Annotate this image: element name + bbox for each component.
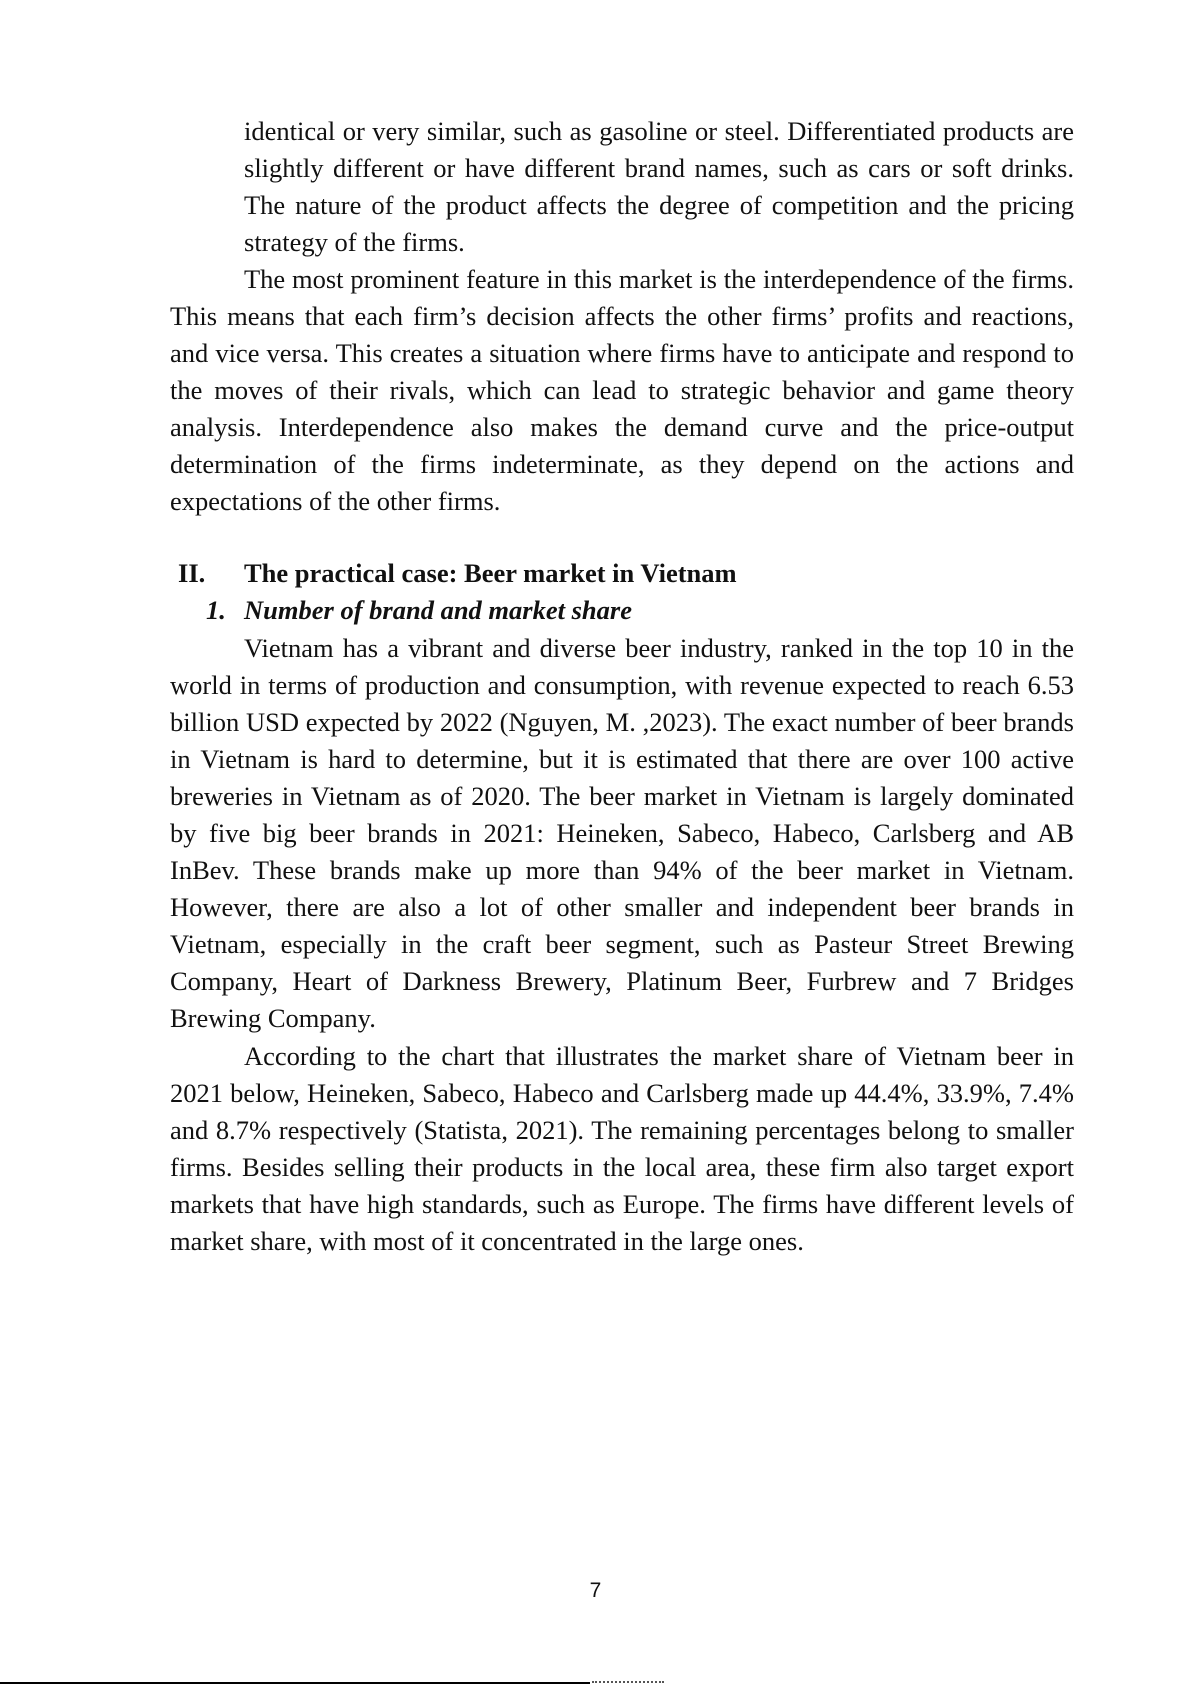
subsection-number: 1. <box>206 595 226 625</box>
bottom-rule-dotted <box>592 1681 664 1683</box>
paragraph-product-differentiation: identical or very similar, such as gasoline or steel. Differentiated products are slightly different or have different brand names, such as cars or soft drinks. The nature of the product affects the degree of competition and the pricing strategy of the firms. <box>244 116 1074 257</box>
bottom-rule <box>0 1682 590 1684</box>
page-number: 7 <box>589 1579 602 1602</box>
paragraph-interdependence: The most prominent feature in this market is the interdependence of the firms. This means that each firm’s decision affects the other firms’ profits and reactions, and vice versa. This creates a situation where firms have to anticipate and respond to the moves of their rivals, which can lead to strategic behavior and game theory analysis. Interdependence also makes the demand curve and the price-output determination of the firms indeterminate, as they depend on the actions and expectations of the other firms. <box>170 264 1074 516</box>
subsection-heading <box>206 592 632 629</box>
section-heading <box>178 555 737 592</box>
section-number: II. <box>178 558 206 588</box>
section-title: The practical case: Beer market in Vietnam <box>244 558 737 588</box>
subsection-title: Number of brand and market share <box>244 595 632 625</box>
paragraph-beer-industry: Vietnam has a vibrant and diverse beer industry, ranked in the top 10 in the world in terms of production and consumption, with revenue expected to reach 6.53 billion USD expected by 2022 (Nguyen, M. ,2023). The exact number of beer brands in Vietnam is hard to determine, but it is estimated that there are over 100 active breweries in Vietnam as of 2020. The beer market in Vietnam is largely dominated by five big beer brands in 2021: Heineken, Sabeco, Habeco, Carlsberg and AB InBev. These brands make up more than 94% of the beer market in Vietnam. However, there are also a lot of other smaller and independent beer brands in Vietnam, especially in the craft beer segment, such as Pasteur Street Brewing Company, Heart of Darkness Brewery, Platinum Beer, Furbrew and 7 Bridges Brewing Company. <box>170 633 1074 1033</box>
paragraph-market-share: According to the chart that illustrates the market share of Vietnam beer in 2021 below, Heineken, Sabeco, Habeco and Carlsberg made up 44.4%, 33.9%, 7.4% and 8.7% respectively (Statista, 2021). The remaining percentages belong to smaller firms. Besides selling their products in the local area, these firm also target export markets that have high standards, such as Europe. The firms have different levels of market share, with most of it concentrated in the large ones. <box>170 1041 1074 1256</box>
